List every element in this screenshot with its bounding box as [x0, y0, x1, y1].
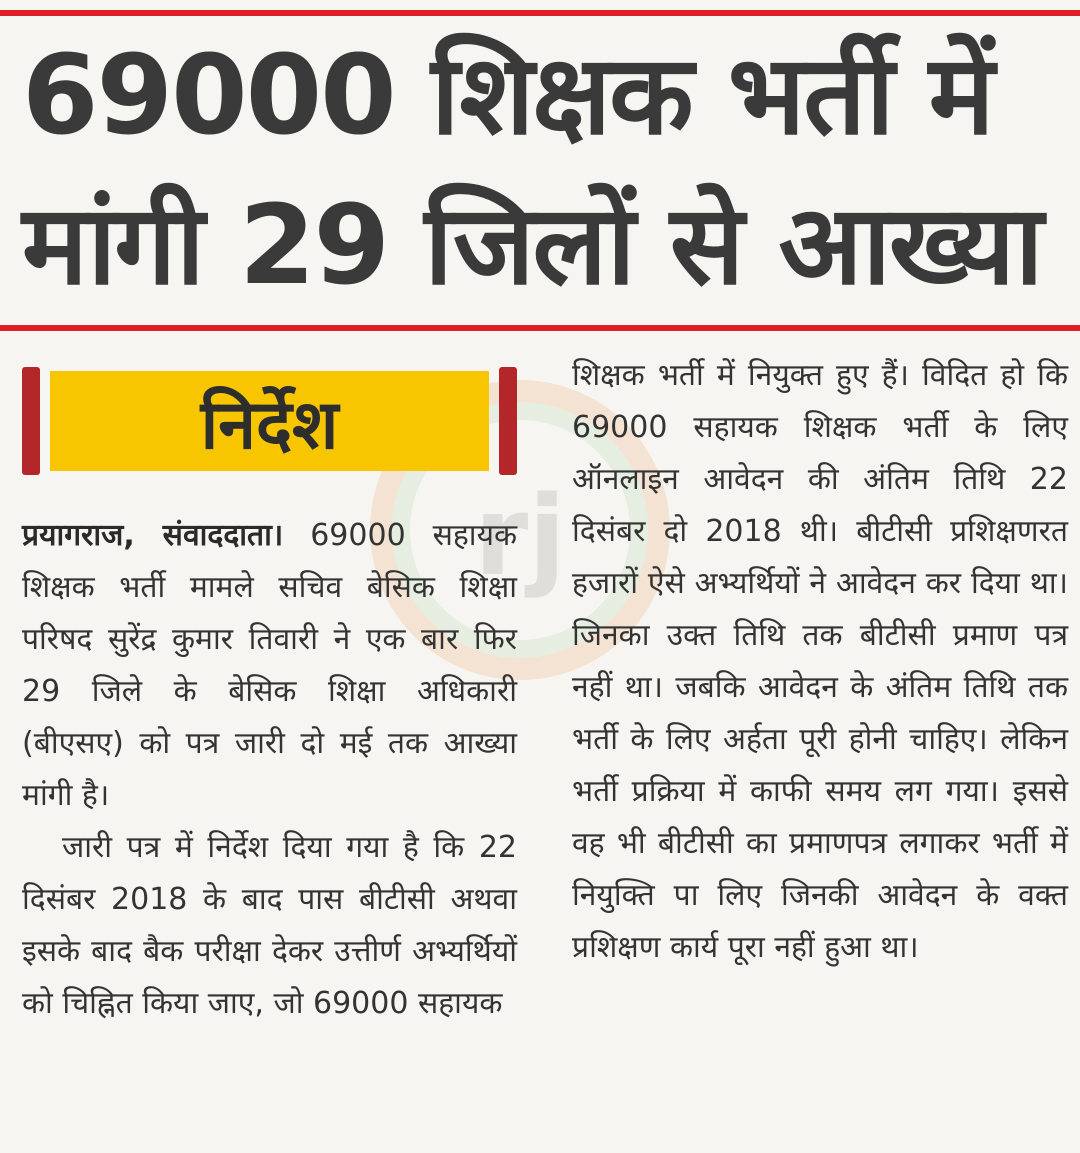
watermark-text: rj — [474, 472, 566, 600]
headline-line-2: मांगी 29 जिलों से आख्या — [22, 181, 1042, 309]
dateline: प्रयागराज, संवाददाता। — [22, 518, 284, 553]
article-paragraph-3: शिक्षक भर्ती में नियुक्त हुए हैं। विदित हो कि 69000 सहायक शिक्षक भर्ती के लिए ऑनलाइन आवेदन की अंतिम तिथि 22 दिसंबर दो 2018 थी। बीटीसी प्रशिक्षणरत हजारों ऐसे अभ्यर्थियों ने आवेदन कर दिया था। जिनका उक्त तिथि तक बीटीसी प्रमाण पत्र नहीं था। जबकि आवेदन के अंतिम तिथि तक भर्ती के लिए अर्हता पूरी होनी चाहिए। लेकिन भर्ती प्रक्रिया में काफी समय लग गया। इससे वह भी बीटीसी का प्रमाणपत्र लगाकर भर्ती में नियुक्ति पा लिए जिनकी आवेदन के वक्त प्रशिक्षण कार्य पूरा नहीं हुआ था। — [572, 358, 1068, 965]
top-red-rule — [0, 10, 1080, 16]
section-banner — [22, 367, 517, 475]
headline-line-1: 69000 शिक्षक भर्ती में — [22, 31, 993, 159]
article-paragraph-2: जारी पत्र में निर्देश दिया गया है कि 22 दिसंबर 2018 के बाद पास बीटीसी अथवा इसके बाद बैक परीक्षा देकर उत्तीर्ण अभ्यर्थियों को चिह्नित किया जाए, जो 69000 सहायक — [22, 830, 517, 1021]
bottom-red-rule — [0, 325, 1080, 331]
banner-right-cap — [499, 367, 517, 475]
article-paragraph-1 — [22, 510, 517, 822]
article-column-left — [22, 510, 517, 1030]
banner-left-cap — [22, 367, 40, 475]
banner-label: निर्देश — [50, 371, 489, 471]
article-column-right — [572, 350, 1068, 974]
paragraph-1-text: 69000 सहायक शिक्षक भर्ती मामले सचिव बेसिक शिक्षा परिषद सुरेंद्र कुमार तिवारी ने एक बार फिर 29 जिले के बेसिक शिक्षा अधिकारी (बीएसए) को पत्र जारी दो मई तक आख्या मांगी है। — [22, 518, 518, 813]
